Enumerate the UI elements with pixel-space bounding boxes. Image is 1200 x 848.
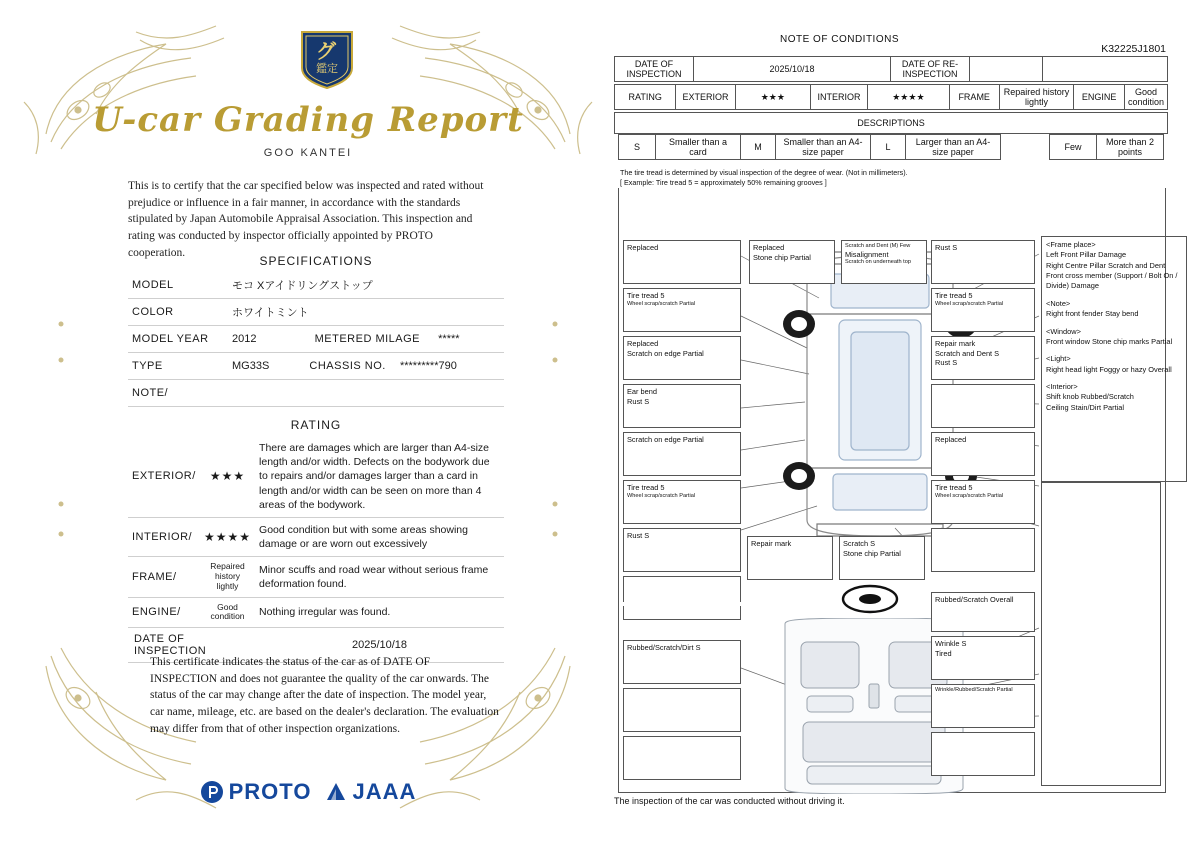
interior-cell-right-3 xyxy=(931,684,1035,728)
steering-wheel-icon xyxy=(841,584,899,614)
table-row xyxy=(128,436,504,517)
cell-line: Scratch and Dent (M) Few xyxy=(845,243,911,249)
note-of-conditions-sheet xyxy=(612,34,1178,810)
notes-head: <Light> xyxy=(1046,354,1071,364)
notes-line: Right front fender Stay bend xyxy=(1046,309,1139,319)
rating-desc: Good condition but with some areas showing damage or are worn out excessively xyxy=(255,517,504,556)
spec-label: NOTE/ xyxy=(128,380,228,407)
table-row xyxy=(128,597,504,628)
interior-cell-left-spacer xyxy=(623,602,741,606)
table-row xyxy=(128,517,504,556)
spec-label-2: CHASSIS NO. xyxy=(309,360,386,372)
cell-line: Tire tread 5 xyxy=(627,483,665,492)
spec-value: MG33S xyxy=(232,360,270,372)
jaaa-mark-icon xyxy=(325,780,347,804)
interior-label: INTERIOR xyxy=(810,85,867,110)
proto-label: PROTO xyxy=(228,779,312,804)
table-row xyxy=(128,353,504,380)
cell-line: Tired xyxy=(935,648,952,658)
cell-line: Scratch on underneath top xyxy=(845,259,911,266)
interior-cell-left-2 xyxy=(623,688,741,732)
table-row xyxy=(615,85,1168,110)
cell-line: Replaced xyxy=(627,243,659,252)
damage-cell-right-3 xyxy=(931,336,1035,380)
tire-note-line2: [ Example: Tire tread 5 = approximately 50% remaining grooves ] xyxy=(620,177,827,187)
cell-line: Stone chip Partial xyxy=(753,252,811,262)
bottom-note: The inspection of the car was conducted without driving it. xyxy=(614,796,845,806)
cell-line: Wrinkle/Rubbed/Scratch Partial xyxy=(935,687,1013,693)
rating-label: FRAME/ xyxy=(128,557,200,597)
spec-value: 2012 xyxy=(232,333,257,345)
rating-summary-table xyxy=(614,84,1168,110)
rating-label: ENGINE/ xyxy=(128,597,200,628)
cell-line: Replaced xyxy=(935,435,967,444)
cell-line: Rust S xyxy=(627,396,650,406)
notes-line: Ceiling Stain/Dirt Partial xyxy=(1046,402,1125,412)
notes-group xyxy=(1046,240,1182,292)
notes-group xyxy=(1046,299,1182,320)
date-of-reinspection-value xyxy=(970,57,1043,82)
damage-cell-left-4 xyxy=(623,384,741,428)
ornament-top-left xyxy=(16,14,246,164)
inspection-date-value: 2025/10/18 xyxy=(255,628,504,663)
exterior-stars: ★★★ xyxy=(735,85,810,110)
table-row xyxy=(128,272,504,299)
notes-group xyxy=(1046,382,1182,413)
tire-note-line1: The tire tread is determined by visual inspection of the degree of wear. (Not in millimeters). xyxy=(620,168,908,177)
date-table xyxy=(614,56,1168,82)
notes-line: Left Front Pillar Damage xyxy=(1046,250,1127,260)
certificate-subtitle: GOO KANTEI xyxy=(263,147,353,159)
descriptions-header xyxy=(614,112,1168,134)
table-row xyxy=(128,299,504,326)
cell-line: Replaced xyxy=(627,339,659,348)
damage-cell-left-6 xyxy=(623,480,741,524)
cell-line: Rubbed/Scratch/Dirt S xyxy=(627,643,701,652)
proto-logo xyxy=(200,779,312,805)
legend-text-few: More than 2 points xyxy=(1097,135,1164,160)
spec-label: COLOR xyxy=(128,299,228,326)
table-row xyxy=(615,57,1168,82)
size-legend-table xyxy=(618,134,1164,160)
damage-cell-top-1 xyxy=(749,240,835,284)
badge-label: 鑑定 xyxy=(316,63,338,75)
legend-text-l: Larger than an A4-size paper xyxy=(906,135,1001,160)
cell-line: Wheel scrap/scratch Partial xyxy=(627,300,696,307)
notes-head: <Interior> xyxy=(1046,381,1078,391)
damage-cell-bottom-2 xyxy=(839,536,925,580)
tire-tread-note xyxy=(620,168,1050,187)
damage-diagram-area xyxy=(618,188,1178,793)
damage-cell-left-5 xyxy=(623,432,741,476)
cell-line: Tire tread 5 xyxy=(935,483,973,492)
table-row xyxy=(619,135,1164,160)
goo-kantei-badge xyxy=(296,28,358,90)
notes-line: Right Centre Pillar Scratch and Dent xyxy=(1046,260,1166,270)
damage-cell-right-6 xyxy=(931,480,1035,524)
legend-key-s: S xyxy=(619,135,656,160)
rating-desc: Nothing irregular was found. xyxy=(255,597,504,628)
rating-value: Good condition xyxy=(200,597,255,628)
notes-line: Shift knob Rubbed/Scratch xyxy=(1046,392,1134,402)
cell-line: Rust S xyxy=(627,531,650,540)
certificate-footnote: This certificate indicates the status of the car as of DATE OF INSPECTION and does not guarantee the quality of the car onwards. The status of the car may change after the date of inspection. The model year, car name, mileage, etc. are based on the dealer's declaration. The evaluation may differ from that of other inspection organizations. xyxy=(150,656,499,735)
frame-label: FRAME xyxy=(949,85,999,110)
ornament-side-dots-right xyxy=(540,314,570,544)
engine-value: Good condition xyxy=(1124,85,1167,110)
cell-line: Tire tread 5 xyxy=(627,291,665,300)
damage-cell-right-1 xyxy=(931,240,1035,284)
frame-value: Repaired history lightly xyxy=(999,85,1074,110)
notes-head: <Note> xyxy=(1046,298,1071,308)
notes-line: Right head light Foggy or hazy Overall xyxy=(1046,364,1172,374)
certificate-intro: This is to certify that the car specified below was inspected and rated without prejudice or influence in a fair manner, in accordance with the standards stipulated by Japan Automobile Appraisal Association. This inspection and rating was conducted by inspector officially appointed by PROTO cooperation. xyxy=(128,180,484,259)
jaaa-label: JAAA xyxy=(352,779,417,804)
interior-stars: ★★★★ xyxy=(868,85,950,110)
spec-label: MODEL YEAR xyxy=(128,326,228,353)
interior-cell-right-2 xyxy=(931,636,1035,680)
descriptions-label: DESCRIPTIONS xyxy=(615,113,1168,134)
spec-label-2: METERED MILAGE xyxy=(314,333,421,345)
logo-row xyxy=(28,779,588,805)
cell-line: Scratch on edge Partial xyxy=(627,435,704,444)
engine-label: ENGINE xyxy=(1074,85,1125,110)
spec-value-2: ***** xyxy=(438,333,460,345)
notes-panel-lower xyxy=(1041,482,1161,786)
damage-cell-left-8 xyxy=(623,576,741,620)
date-blank-cell xyxy=(1043,57,1168,82)
table-row xyxy=(615,113,1168,134)
interior-cell-left-3 xyxy=(623,736,741,780)
legend-text-m: Smaller than an A4-size paper xyxy=(776,135,871,160)
notes-line: Front window Stone chip marks Partial xyxy=(1046,336,1173,346)
cell-line: Repair mark xyxy=(751,539,792,548)
legend-text-s: Smaller than a card xyxy=(656,135,741,160)
damage-cell-left-3 xyxy=(623,336,741,380)
ornament-top-right xyxy=(370,14,600,164)
serial-number: K32225J1801 xyxy=(1101,43,1166,55)
legend-key-few: Few xyxy=(1050,135,1097,160)
spec-value: ホワイトミント xyxy=(228,299,504,326)
exterior-label: EXTERIOR xyxy=(676,85,735,110)
rating-label: EXTERIOR/ xyxy=(128,436,200,517)
legend-key-m: M xyxy=(741,135,776,160)
interior-cell-right-1 xyxy=(931,592,1035,632)
rating-stars: ★★★★ xyxy=(200,517,255,556)
table-row xyxy=(128,326,504,353)
spec-value xyxy=(228,380,504,407)
rating-table xyxy=(128,436,504,663)
cell-line: Replaced xyxy=(753,243,785,252)
damage-cell-right-5 xyxy=(931,432,1035,476)
damage-cell-right-4 xyxy=(931,384,1035,428)
cell-line: Ear bend xyxy=(627,387,657,396)
cell-line: Wrinkle S xyxy=(935,639,967,648)
interior-cell-right-4 xyxy=(931,732,1035,776)
date-of-reinspection-label: DATE OF RE-INSPECTION xyxy=(891,57,970,82)
svg-text:グ: グ xyxy=(316,41,336,63)
damage-cell-left-2 xyxy=(623,288,741,332)
notes-group xyxy=(1046,327,1182,348)
sheet-heading: NOTE OF CONDITIONS xyxy=(780,34,899,45)
table-row xyxy=(128,380,504,407)
cell-line: Misalignment xyxy=(845,249,889,259)
ornament-side-dots xyxy=(46,314,76,544)
rating-heading: RATING xyxy=(290,418,342,432)
spec-label: MODEL xyxy=(128,272,228,299)
cell-line: Rust S xyxy=(935,243,958,252)
date-of-inspection-label: DATE OF INSPECTION xyxy=(615,57,694,82)
date-of-inspection-value: 2025/10/18 xyxy=(694,57,891,82)
rating-desc: Minor scuffs and road wear without serious frame deformation found. xyxy=(255,557,504,597)
damage-cell-right-7 xyxy=(931,528,1035,572)
cell-line: Scratch S xyxy=(843,539,876,548)
damage-cell-left-7 xyxy=(623,528,741,572)
damage-cell-top-2 xyxy=(841,240,927,284)
inspection-date-label: DATE OF INSPECTION xyxy=(128,628,255,663)
notes-head: <Frame place> xyxy=(1046,240,1096,249)
rating-label: RATING xyxy=(615,85,676,110)
jaaa-logo xyxy=(325,779,416,805)
certificate-panel xyxy=(28,14,588,826)
specifications-table xyxy=(128,272,504,407)
cell-line: Tire tread 5 xyxy=(935,291,973,300)
notes-panel xyxy=(1041,236,1187,482)
rating-desc: There are damages which are larger than A4-size length and/or width. Defects on the bodywork due to repairs and/or damages larger than a card in length and/or width can be seen on more than 4 areas of the bodywork. xyxy=(255,436,504,517)
cell-line: Wheel scrap/scratch Partial xyxy=(935,492,1004,499)
table-row xyxy=(128,557,504,597)
rating-label: INTERIOR/ xyxy=(128,517,200,556)
certificate-title: U-car Grading Report xyxy=(92,100,524,140)
damage-cell-right-2 xyxy=(931,288,1035,332)
rating-value: Repaired history lightly xyxy=(200,557,255,597)
notes-head: <Window> xyxy=(1046,326,1081,336)
cell-line: Rust S xyxy=(935,358,958,368)
cell-line: Rubbed/Scratch Overall xyxy=(935,595,1014,604)
spec-value-2: *********790 xyxy=(399,360,457,372)
legend-key-l: L xyxy=(871,135,906,160)
spec-value: モコ Xアイドリングストップ xyxy=(228,272,504,299)
cell-line: Stone chip Partial xyxy=(843,548,901,558)
cell-line: Scratch on edge Partial xyxy=(627,348,704,358)
cell-line: Scratch and Dent S xyxy=(935,348,1000,358)
cell-line: Wheel scrap/scratch Partial xyxy=(627,492,696,499)
cell-line: Wheel scrap/scratch Partial xyxy=(935,300,1004,307)
damage-cell-left-1 xyxy=(623,240,741,284)
spec-label: TYPE xyxy=(128,353,228,380)
notes-line: Front cross member (Support / Bolt On / Divide) Damage xyxy=(1046,271,1178,291)
notes-group xyxy=(1046,354,1182,375)
interior-cell-left-1 xyxy=(623,640,741,684)
specifications-heading: SPECIFICATIONS xyxy=(259,254,373,268)
cell-line: Repair mark xyxy=(935,339,976,348)
proto-mark-icon xyxy=(200,780,224,804)
rating-stars: ★★★ xyxy=(200,436,255,517)
damage-cell-bottom-1 xyxy=(747,536,833,580)
